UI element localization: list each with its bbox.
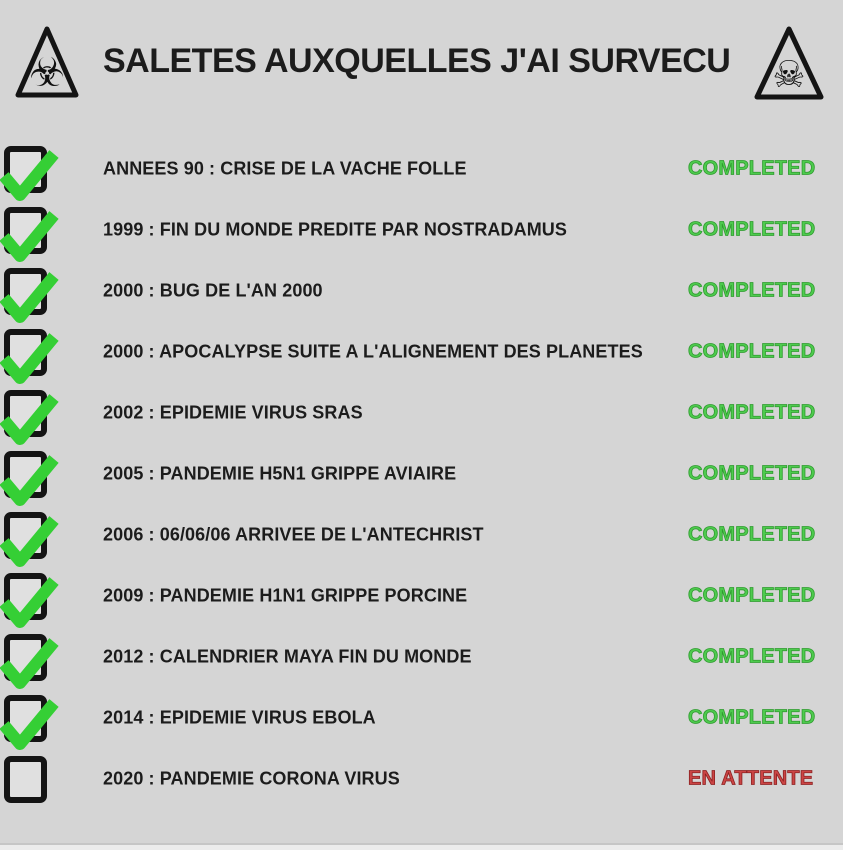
checklist-row [0, 321, 843, 382]
checked-checkbox[interactable] [4, 451, 47, 498]
checklist [0, 138, 843, 809]
skull-crossbones-warning-triangle-icon [752, 24, 826, 102]
green-checkmark-icon [0, 698, 58, 752]
green-checkmark-icon [0, 210, 58, 264]
unchecked-checkbox[interactable] [4, 756, 47, 803]
checklist-row [0, 138, 843, 199]
checklist-row [0, 260, 843, 321]
checked-checkbox[interactable] [4, 146, 47, 193]
item-label: 2000 : APOCALYPSE SUITE A L'ALIGNEMENT DES PLANETES [103, 341, 643, 361]
status-completed: COMPLETED [688, 462, 816, 484]
checked-checkbox[interactable] [4, 695, 47, 742]
green-checkmark-icon [0, 393, 58, 447]
page-title: SALETES AUXQUELLES J'AI SURVECU [103, 42, 731, 80]
checked-checkbox[interactable] [4, 268, 47, 315]
biohazard-warning-triangle-icon [14, 24, 80, 100]
checklist-row [0, 504, 843, 565]
item-label: 2002 : EPIDEMIE VIRUS SRAS [103, 402, 363, 422]
item-label: 2005 : PANDEMIE H5N1 GRIPPE AVIAIRE [103, 463, 457, 483]
checklist-row [0, 626, 843, 687]
skull-crossbones-icon: ☠ [772, 53, 806, 96]
checklist-row [0, 748, 843, 809]
status-completed: COMPLETED [688, 401, 816, 423]
item-label: ANNEES 90 : CRISE DE LA VACHE FOLLE [103, 158, 467, 178]
status-completed: COMPLETED [688, 340, 816, 362]
item-label: 2009 : PANDEMIE H1N1 GRIPPE PORCINE [103, 585, 468, 605]
green-checkmark-icon [0, 149, 58, 203]
green-checkmark-icon [0, 576, 58, 630]
green-checkmark-icon [0, 271, 58, 325]
status-completed: COMPLETED [688, 218, 816, 240]
checked-checkbox[interactable] [4, 634, 47, 681]
status-completed: COMPLETED [688, 157, 816, 179]
checked-checkbox[interactable] [4, 329, 47, 376]
checklist-row [0, 565, 843, 626]
item-label: 2006 : 06/06/06 ARRIVEE DE L'ANTECHRIST [103, 524, 484, 544]
item-label: 2000 : BUG DE L'AN 2000 [103, 280, 323, 300]
item-label: 2020 : PANDEMIE CORONA VIRUS [103, 768, 400, 788]
status-completed: COMPLETED [688, 584, 816, 606]
item-label: 1999 : FIN DU MONDE PREDITE PAR NOSTRADAMUS [103, 219, 568, 239]
biohazard-icon: ☣ [29, 50, 65, 96]
checked-checkbox[interactable] [4, 390, 47, 437]
status-completed: COMPLETED [688, 706, 816, 728]
bottom-edge-strip [0, 843, 843, 850]
checked-checkbox[interactable] [4, 573, 47, 620]
green-checkmark-icon [0, 515, 58, 569]
checked-checkbox[interactable] [4, 512, 47, 559]
checklist-row [0, 199, 843, 260]
green-checkmark-icon [0, 332, 58, 386]
header [0, 0, 843, 120]
status-completed: COMPLETED [688, 645, 816, 667]
item-label: 2014 : EPIDEMIE VIRUS EBOLA [103, 707, 376, 727]
checked-checkbox[interactable] [4, 207, 47, 254]
green-checkmark-icon [0, 454, 58, 508]
item-label: 2012 : CALENDRIER MAYA FIN DU MONDE [103, 646, 472, 666]
status-completed: COMPLETED [688, 279, 816, 301]
checklist-row [0, 382, 843, 443]
status-completed: COMPLETED [688, 523, 816, 545]
status-pending: EN ATTENTE [688, 767, 814, 789]
checklist-row [0, 687, 843, 748]
green-checkmark-icon [0, 637, 58, 691]
checklist-row [0, 443, 843, 504]
